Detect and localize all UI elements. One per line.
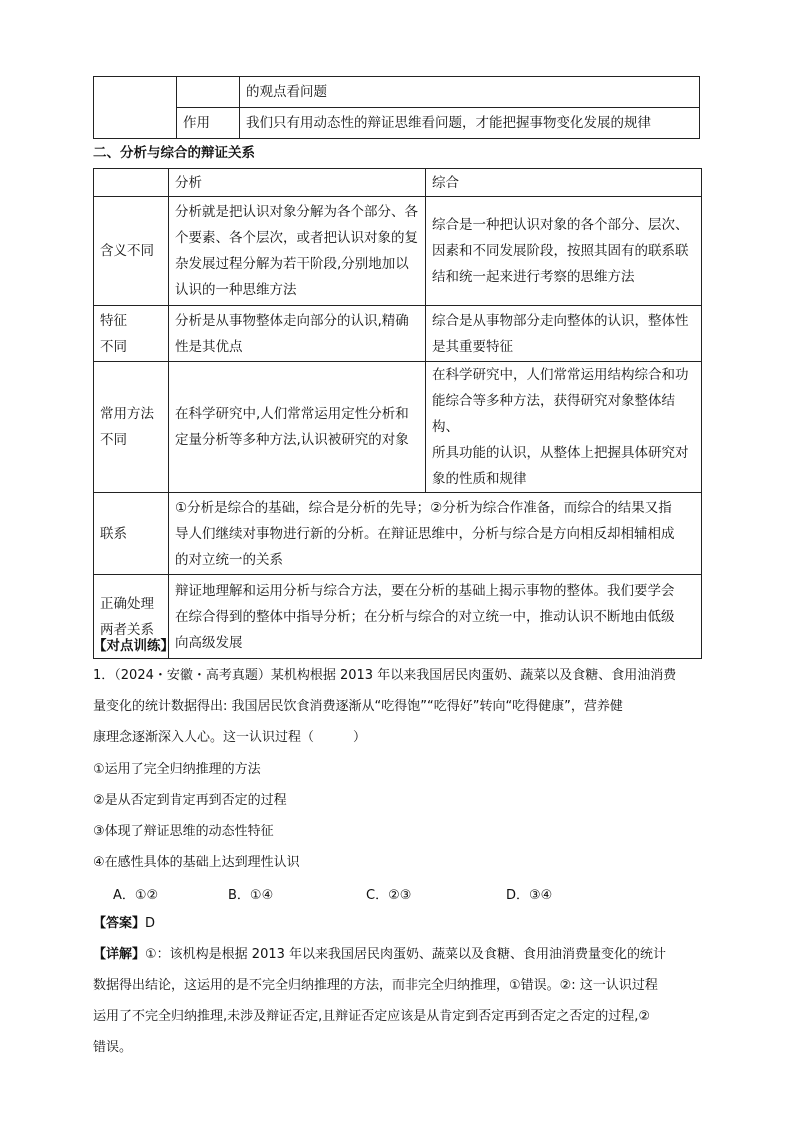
explanation-label: 【详解】 — [93, 947, 146, 962]
question-line-1: 1．（2024・安徽・高考真题）某机构根据 2013 年以来我国居民肉蛋奶、蔬菜以及食糖、食用油消费 — [93, 668, 677, 683]
explanation-line-2: 数据得出结论，这运用的是不完全归纳推理的方法，而非完全归纳推理，①错误。②: 这一认识过程 — [93, 978, 658, 993]
text-line: 不同 — [100, 338, 127, 355]
question-line-2: 量变化的统计数据得出: 我国居民饮食消费逐渐从“吃得饱”“吃得好”转向“吃得健康”，营养健 — [93, 699, 623, 714]
statement-2: ②是从否定到肯定再到否定的过程 — [93, 793, 287, 808]
section-title: 二、分析与综合的辩证关系 — [93, 145, 255, 161]
option-a: A．①② — [113, 888, 159, 903]
text-line: 的对立统一的关系 — [175, 551, 283, 568]
option-c: C．②③ — [366, 888, 412, 903]
text-line: 正确处理 — [100, 595, 154, 612]
text-line: 性是其优点 — [175, 338, 243, 355]
text-line: 辩证地理解和运用分析与综合方法，要在分析的基础上揭示事物的整体。我们要学会 — [175, 582, 675, 599]
methods-analysis — [169, 362, 426, 493]
top-table-row1-text: 的观点看问题 — [240, 77, 700, 108]
meaning-analysis — [169, 197, 426, 306]
text-line: 不同 — [100, 432, 127, 448]
header-empty — [94, 169, 169, 197]
statement-4: ④在感性具体的基础上达到理性认识 — [93, 855, 300, 870]
text-line: 是其重要特征 — [432, 338, 513, 355]
methods-synthesis — [426, 362, 702, 493]
text-line: ①分析是综合的基础，综合是分析的先导；②分析为综合作准备，而综合的结果又指 — [175, 499, 672, 516]
header-synthesis: 综合 — [426, 169, 702, 197]
text-line: 因素和不同发展阶段，按照其固有的联系联 — [432, 243, 689, 259]
text-line: 杂发展过程分解为若干阶段,分别地加以 — [175, 256, 409, 272]
text-line: 常用方法 — [100, 406, 154, 422]
answer-value: D — [145, 916, 156, 931]
option-b: B．①④ — [228, 888, 274, 903]
text-line: 导人们继续对事物进行新的分析。在辩证思维中，分析与综合是方向相反却相辅相成 — [175, 525, 675, 542]
answer — [93, 914, 155, 934]
top-table-row2-label: 作用 — [177, 108, 240, 139]
text-line: 在综合得到的整体中指导分析；在分析与综合的对立统一中，推动认识不断地由低级 — [175, 608, 675, 625]
answer-label: 【答案】 — [93, 916, 146, 931]
text-line: 特征 — [100, 312, 127, 329]
text-line: 两者关系 — [100, 621, 154, 638]
top-table-empty-label — [177, 77, 240, 108]
question-line-3: 康理念逐渐深入人心。这一认识过程（ ） — [93, 730, 367, 745]
practice-heading: 【对点训练】 — [93, 638, 174, 654]
text-line: 向高级发展 — [175, 634, 243, 651]
features-synthesis — [426, 306, 702, 362]
text-line: 个要素、各个层次，或者把认识对象的复 — [175, 230, 418, 246]
row-label-features — [94, 306, 169, 362]
text-line: 定量分析等多种方法,认识被研究的对象 — [175, 432, 409, 448]
text-line: 在科学研究中，人们常常运用结构综合和功 — [432, 367, 689, 383]
row-label-connection: 联系 — [94, 493, 169, 575]
top-table-empty-cell — [94, 77, 177, 139]
handling-text — [169, 575, 702, 659]
explanation-line-4: 错误。 — [93, 1040, 133, 1055]
statement-3: ③体现了辩证思维的动态性特征 — [93, 824, 274, 839]
top-table-row2-text: 我们只有用动态性的辩证思维看问题，才能把握事物变化发展的规律 — [240, 108, 700, 139]
text-line: 分析就是把认识对象分解为各个部分、各 — [175, 204, 418, 220]
statement-1: ①运用了完全归纳推理的方法 — [93, 762, 261, 777]
explanation-line-1 — [93, 945, 666, 965]
option-d: D．③④ — [506, 888, 553, 903]
explanation-text: ①：该机构是根据 2013 年以来我国居民肉蛋奶、蔬菜以及食糖、食用油消费量变化的统计 — [145, 947, 667, 962]
text-line: 结和统一起来进行考察的思维方法 — [432, 269, 635, 285]
text-line: 综合是从事物部分走向整体的认识，整体性 — [432, 312, 689, 329]
text-line: 综合是一种把认识对象的各个部分、层次、 — [432, 217, 689, 233]
connection-text — [169, 493, 702, 575]
text-line: 分析是从事物整体走向部分的认识,精确 — [175, 312, 409, 329]
comparison-table — [93, 168, 702, 659]
top-table — [93, 76, 700, 139]
text-line: 能综合等多种方法，获得研究对象整体结构、 — [432, 393, 675, 435]
text-line: 象的性质和规律 — [432, 471, 527, 487]
explanation-line-3: 运用了不完全归纳推理,未涉及辩证否定,且辩证否定应该是从肯定到否定再到否定之否定的过程,② — [93, 1009, 651, 1024]
text-line: 认识的一种思维方法 — [175, 282, 297, 298]
meaning-synthesis — [426, 197, 702, 306]
text-line: 在科学研究中,人们常常运用定性分析和 — [175, 406, 409, 422]
row-label-meaning: 含义不同 — [94, 197, 169, 306]
text-line: 所具功能的认识，从整体上把握具体研究对 — [432, 445, 689, 461]
header-analysis: 分析 — [169, 169, 426, 197]
features-analysis — [169, 306, 426, 362]
row-label-methods — [94, 362, 169, 493]
